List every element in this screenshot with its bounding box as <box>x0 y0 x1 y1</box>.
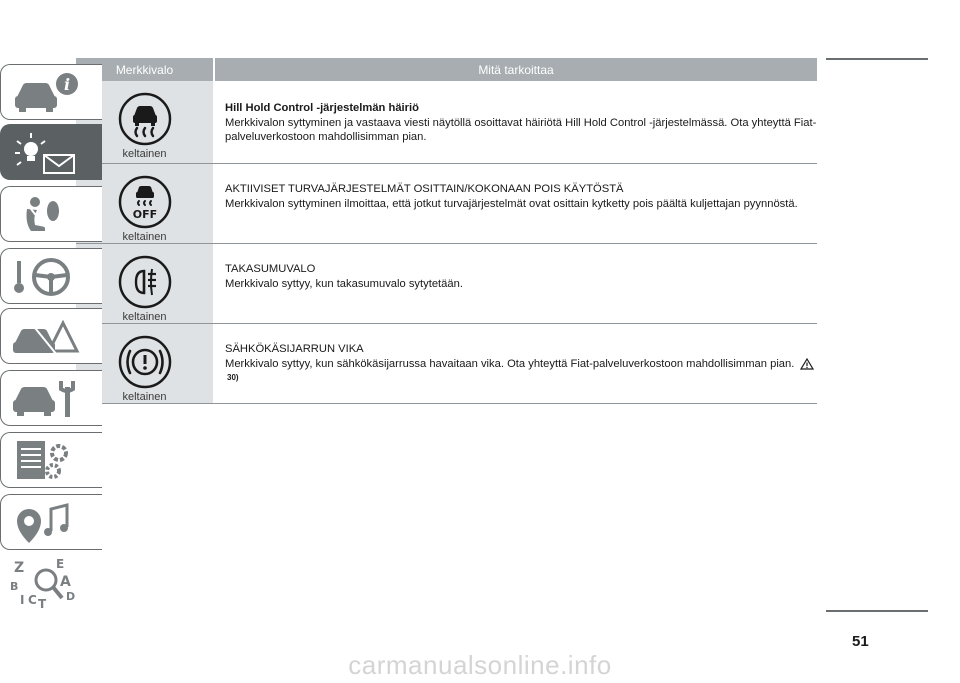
tab-index[interactable] <box>0 554 102 610</box>
warning-lights-table <box>76 58 817 404</box>
meaning-cell <box>213 324 817 403</box>
index-letter: A <box>60 574 71 590</box>
row-description: Merkkivalon syttyminen ilmoittaa, että jotkut turvajärjestelmät ovat osittain kytketty pois päältä kuljettajan pyynnöstä. <box>225 197 798 210</box>
meaning-cell <box>213 244 817 323</box>
table-row <box>76 324 817 404</box>
svg-text:i: i <box>63 75 71 94</box>
meaning-cell <box>213 164 817 243</box>
car-info-icon <box>11 71 81 115</box>
index-letter: Z <box>14 560 25 576</box>
hill-hold-control-icon <box>117 91 173 147</box>
row-title: SÄHKÖKÄSIJARRUN VIKA <box>225 343 364 355</box>
index-letter: C <box>28 593 37 607</box>
tab-safety[interactable] <box>0 186 102 242</box>
tab-starting-driving[interactable] <box>0 248 102 304</box>
multimedia-icon <box>11 501 81 545</box>
table-row <box>76 244 817 324</box>
index-letter: E <box>56 557 65 571</box>
row-title: AKTIIVISET TURVAJÄRJESTELMÄT OSITTAIN/KOKONAAN POIS KÄYTÖSTÄ <box>225 183 624 195</box>
index-letter: I <box>20 593 25 607</box>
row-title: TAKASUMUVALO <box>225 263 316 275</box>
tab-warning-lights[interactable] <box>0 124 102 180</box>
svg-text:OFF: OFF <box>132 208 157 221</box>
meaning-cell <box>213 81 817 163</box>
car-warning-triangle-icon <box>11 315 81 359</box>
warning-light-message-icon <box>11 131 81 175</box>
color-label: keltainen <box>122 391 167 403</box>
seat-airbag-icon <box>11 193 81 237</box>
driver-assist-off-icon <box>117 174 173 230</box>
color-label: keltainen <box>122 311 167 323</box>
car-wrench-icon <box>11 377 81 421</box>
index-letter: B <box>10 580 19 593</box>
steering-wheel-key-icon <box>11 255 81 299</box>
tab-multimedia[interactable] <box>0 494 102 550</box>
index-letter: T <box>38 597 47 608</box>
header-warning-light: Merkkivalo <box>76 58 213 81</box>
tab-emergency[interactable] <box>0 308 102 364</box>
document-gear-icon <box>11 439 81 483</box>
row-description: Merkkivalo syttyy, kun takasumuvalo sytytetään. <box>225 277 463 290</box>
tab-divider <box>826 610 928 612</box>
row-description: Merkkivalo syttyy, kun sähkökäsijarrussa havaitaan vika. Ota yhteyttä Fiat-palveluverkostoon mahdollisimman pian. <box>225 357 795 370</box>
index-letter: D <box>66 590 76 603</box>
footnote-ref: 30) <box>227 373 239 382</box>
warning-triangle-icon <box>800 358 814 370</box>
tab-divider <box>826 58 928 60</box>
table-row <box>76 81 817 164</box>
alphabetical-index-icon <box>8 556 80 608</box>
color-label: keltainen <box>122 148 167 160</box>
row-title: Hill Hold Control -järjestelmän häiriö <box>225 102 419 114</box>
page-number: 51 <box>852 633 869 650</box>
rear-fog-light-icon <box>117 254 173 310</box>
electric-parking-brake-icon <box>117 334 173 390</box>
table-header <box>76 58 817 81</box>
header-meaning: Mitä tarkoittaa <box>215 58 817 81</box>
tab-technical-data[interactable] <box>0 432 102 488</box>
tab-maintenance[interactable] <box>0 370 102 426</box>
tab-car-info[interactable] <box>0 64 102 120</box>
color-label: keltainen <box>122 231 167 243</box>
table-row <box>76 164 817 244</box>
watermark: carmanualsonline.info <box>348 650 612 680</box>
row-description: Merkkivalon syttyminen ja vastaava viesti näytöllä osoittavat häiriötä Hill Hold Control -järjestelmässä. Ota yhteyttä Fiat-palveluverkostoon mahdollisimman pian. <box>225 116 817 143</box>
